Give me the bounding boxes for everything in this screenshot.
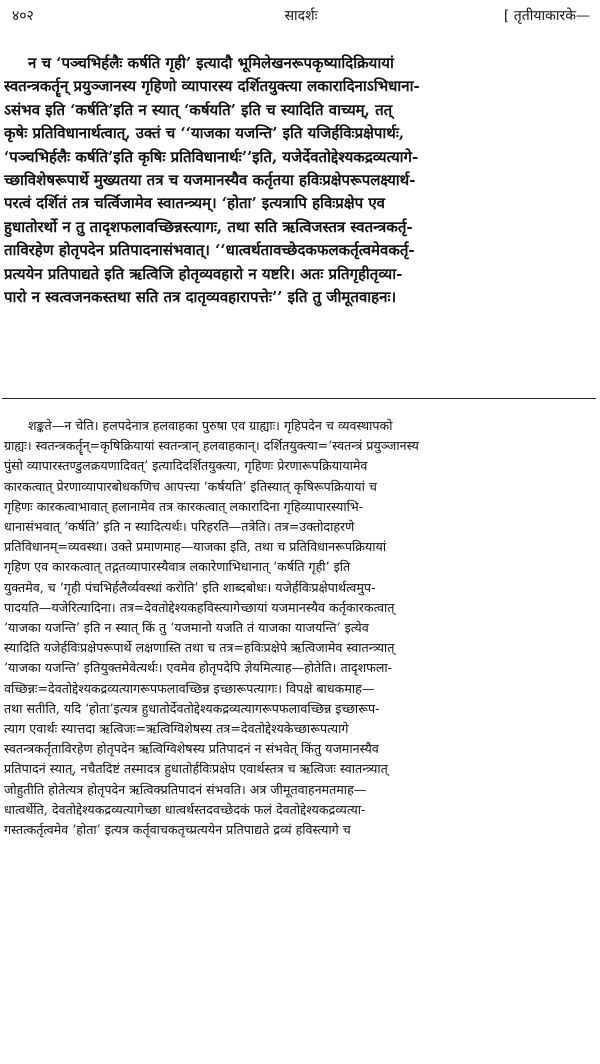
- commentary-line: गृहिणः कारकत्वाभावात् हलानामेव तत्र कारकत्वात् लकारादिना गृहिव्यापारस्याभि-: [4, 498, 363, 514]
- page-number: ४०२: [12, 8, 34, 24]
- main-text-line: न च ‘पञ्चभिर्हलैः कर्षति गृही’ इत्यादौ भूमिलेखनरूपकृष्यादिक्रियायां: [28, 54, 394, 72]
- running-header: [12, 4, 590, 30]
- commentary-line: ग्राह्यः। स्वतन्त्रकर्तॄन्=कृषिक्रियायां स्वतन्त्रान् हलवाहकान्। दर्शितयुक्त्या=‘स्वतन्त्रं प्रयुञ्जानस्य: [4, 438, 419, 454]
- commentary-line: प्रतिपादनं स्यात्, नचैतदिष्टं तस्मादत्र हुधातोर्हविःप्रक्षेप एवार्थस्तत्र च ऋत्विजः स्वातन्त्र्यात्: [4, 761, 388, 777]
- main-text-line: प्रत्ययेन प्रतिपाद्यते इति ऋत्विजि होतृव्यवहारो न यष्टरि। अतः प्रतिगृहीतृव्या-: [4, 264, 403, 283]
- commentary-line: धानासंभवात् ‘कर्षति’ इति न स्यादित्यर्थः। परिहरति—तत्रेति। तत्र=उक्तोदाहरणे: [4, 519, 355, 535]
- section-title: [ तृतीयाकारके—: [503, 8, 590, 24]
- main-text-line: ऽसंभव इति ‘कर्षति’इति न स्यात् ‘कर्षयति’ इति च स्यादिति वाच्यम्, तत्: [4, 100, 393, 119]
- commentary-line: शङ्कते—न चेति। हलपदेनात्र हलवाहका पुरुषा एव ग्राह्याः। गृहिपदेन च व्यवस्थापको: [28, 418, 393, 433]
- commentary-line: प्रतिविधानम्=व्यवस्था। उक्ते प्रमाणमाह—याजका इति, तथा च प्रतिविधानरूपक्रियायां: [4, 539, 387, 555]
- commentary-line: धात्वर्थेति, देवतोद्देश्यकद्रव्यत्यागेच्छा धात्वर्थस्तदवच्छेदकं फलं देवतोद्देश्यकद्रव्यत्या-: [4, 801, 366, 817]
- commentary-line: युक्तमेव, च ‘गृही पंचभिर्हलैर्व्यवस्थां करोति’ इति शाब्दबोधः। यजेर्हविःप्रक्षेपार्थत्वमुप-: [4, 579, 376, 595]
- commentary-line: पादयति—यजेरित्यादिना। तत्र=देवतोद्देश्यकहविस्त्यागेच्छायां यजमानस्यैव कर्तृकारकत्वात्: [4, 599, 395, 615]
- main-text-line: ‘पञ्चभिर्हलैः कर्षति’इति कृषिः प्रतिविधानार्थः’’इति, यजेर्देवतोद्देश्यकद्रव्यत्यागे-: [4, 147, 419, 166]
- commentary-line: ‘याजका यजन्ति’ इति न स्यात् किं तु ‘यजमानो यजति तं याजका याजयन्ति’ इत्येव: [4, 620, 369, 636]
- commentary-line: तथा सतीति, यदि ‘होता’इत्यत्र हुधातोर्देवतोद्देश्यकद्रव्यत्यागरूपफलावच्छिन्न इच्छारूप-: [4, 700, 380, 716]
- commentary-block: [4, 416, 594, 840]
- main-text-line: कृषेः प्रतिविधानार्थत्वात्, उक्तं च ‘‘याजका यजन्ति’ इति यजिर्हविःप्रक्षेपार्थः,: [4, 124, 405, 143]
- running-title: सादर्शः: [284, 8, 318, 24]
- main-text-line: स्वतन्त्रकर्तॄन् प्रयुञ्जानस्य गृहिणो व्यापारस्य दर्शितयुक्त्या लकारादिनाऽभिधाना-: [4, 77, 420, 96]
- commentary-line: स्यादिति यजेर्हविःप्रक्षेपरूपार्थे लक्षणास्ति तथा च तत्र=हविःप्रक्षेपे ऋत्विजामेव स्वातन्त्र्यात्: [4, 640, 395, 656]
- main-text-line: ताविरहेण होतृपदेन प्रतिपादनासंभवात्। ‘‘धात्वर्थतावच्छेदकफलकर्तृत्वमेवकर्तृ-: [4, 241, 415, 260]
- commentary-line: जोहुतीति होतेत्यत्र होतृपदेन ऋत्विक्प्रतिपादनं संभवति। अत्र जीमूतवाहनमतमाह—: [4, 781, 367, 797]
- section-divider: [2, 398, 596, 399]
- commentary-line: वच्छिन्नः=देवतोद्देश्यकद्रव्यत्यागरूपफलावच्छिन्न इच्छारूपत्यागः। विपक्षे बाधकमाह—: [4, 680, 375, 696]
- commentary-line: ‘याजका यजन्ति’ इतियुक्तमेवेत्यर्थः। एवमेव होतृपदेपि ज्ञेयमित्याह—होतेति। तादृशफला-: [4, 660, 392, 676]
- main-text-line: परत्वं दर्शितं तत्र चर्त्विजामेव स्वातन्त्र्यम्। ‘होता’ इत्यत्रापि हविःप्रक्षेप एव: [4, 194, 385, 213]
- main-text-line: हुधातोरर्थो न तु तादृशफलावच्छिन्नस्त्यागः, तथा सति ऋत्विजस्तत्र स्वतन्त्रकर्तृ-: [4, 217, 413, 236]
- commentary-line: गस्तत्कर्तृत्वमेव ‘होता’ इत्यत्र कर्तृवाचकतृच्प्रत्ययेन प्रतिपाद्यते द्रव्यं हविस्त्यागे च: [4, 822, 351, 838]
- commentary-line: कारकत्वात् प्रेरणाव्यापारबोधकणिच आपत्त्या ‘कर्षयति’ इतिस्यात् कृषिरूपक्रियायां च: [4, 478, 377, 494]
- main-text-block: [4, 52, 594, 309]
- main-text-line: पारो न स्वत्वजनकस्तथा सति तत्र दातृव्यवहारापत्तेः’’ इति तु जीमूतवाहनः।: [4, 288, 397, 307]
- commentary-line: गृहिण एव कारकत्वात् तद्गतव्यापारस्यैवात्र लकारेणाभिधानात् ‘कर्षति गृही’ इति: [4, 559, 351, 575]
- commentary-line: स्वतन्त्रकर्तृताविरहेण होतृपदेन ऋत्विग्विशेषस्य प्रतिपादनं न संभवेत् किंतु यजमानस्यैव: [4, 741, 379, 757]
- commentary-line: त्याग एवार्थः स्यात्तदा ऋत्विजः=ऋत्विग्विशेषस्य तत्र=देवतोद्देश्यकेच्छारूपत्यागे: [4, 721, 349, 737]
- commentary-line: पुंसो व्यापारस्तण्डुलक्रयणादिवत्’ इत्यादिदर्शितयुक्त्या, गृहिणः प्रेरणारूपक्रियायामेव: [4, 458, 368, 474]
- main-text-line: च्छाविशेषरूपार्थे मुख्यतया तत्र च यजमानस्यैव कर्तृतया हविःप्रक्षेपरूपलक्ष्यार्थ-: [4, 171, 416, 190]
